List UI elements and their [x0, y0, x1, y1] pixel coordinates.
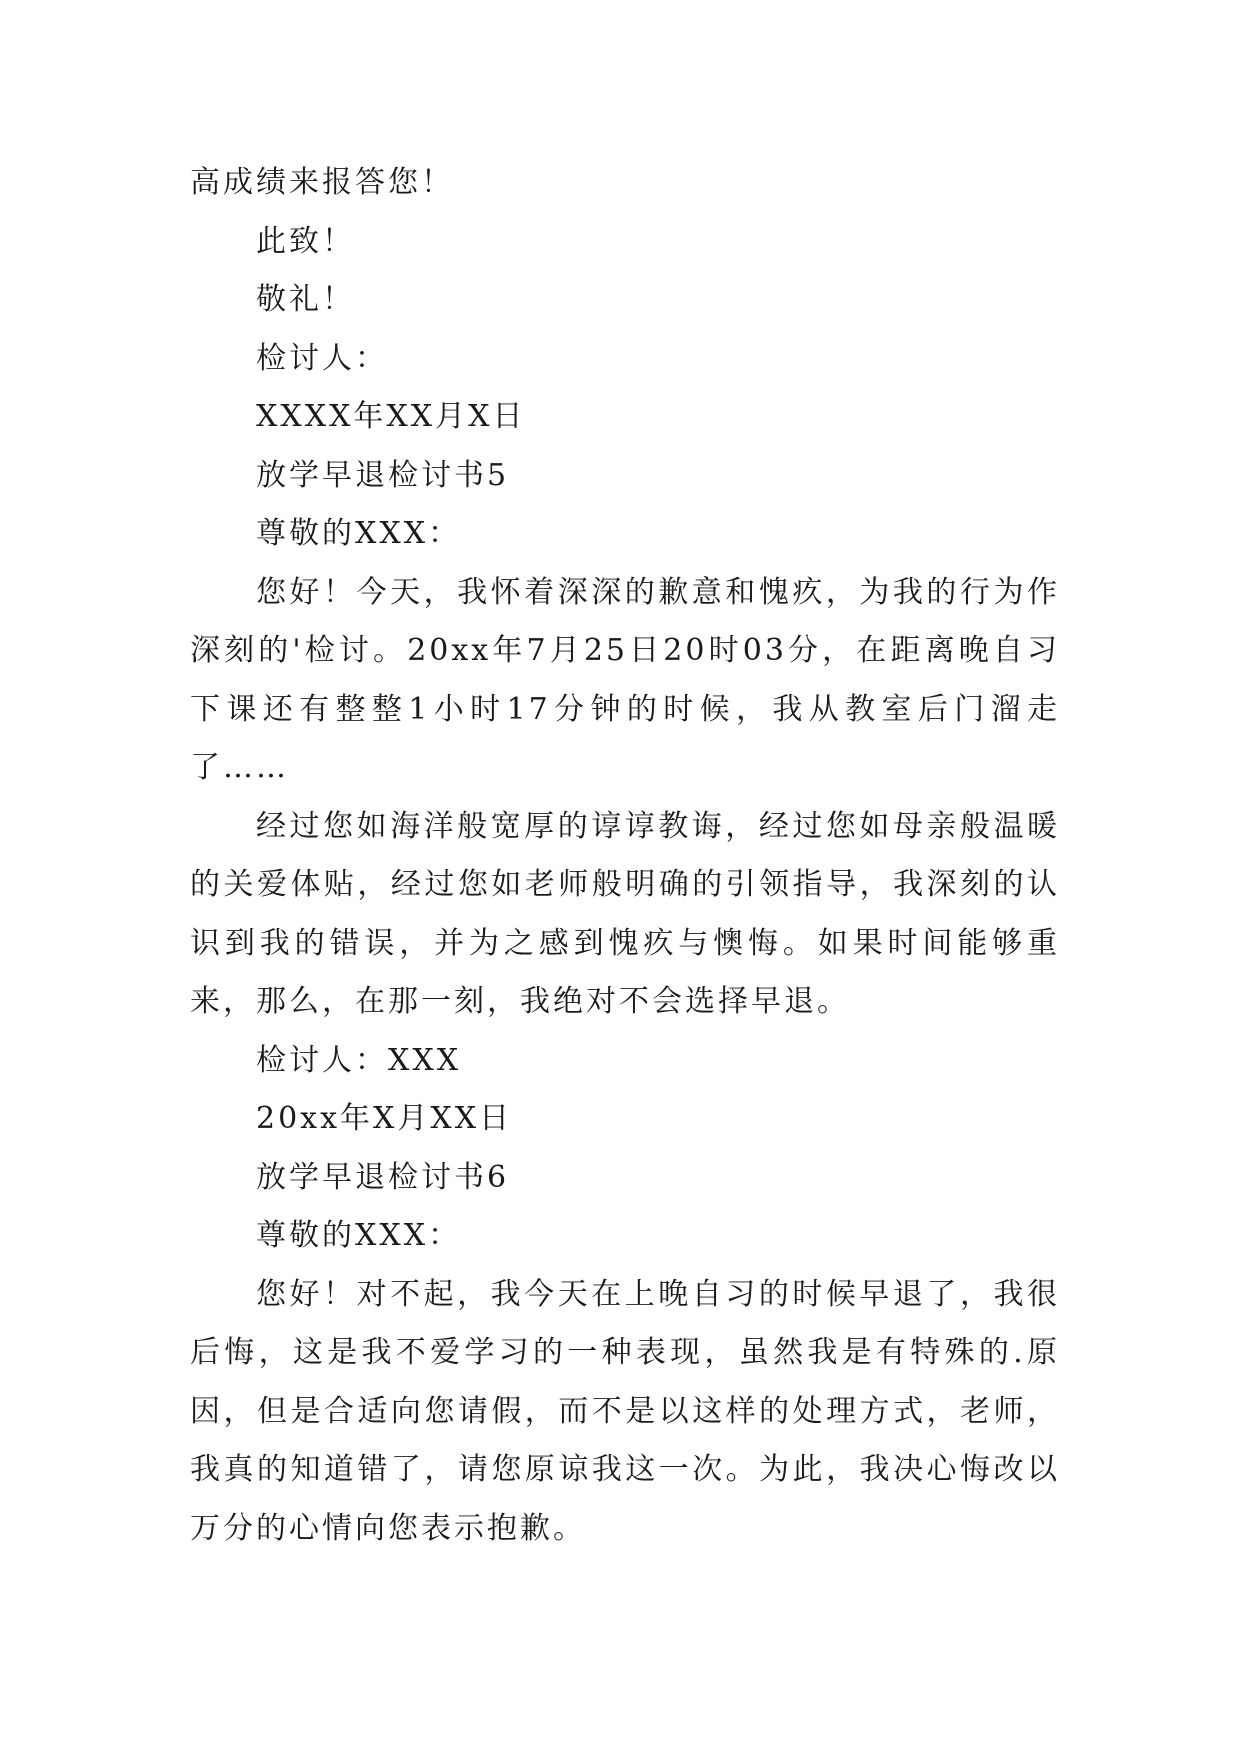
salute-line: 敬礼！ — [256, 282, 355, 317]
paragraph-5-1: 您好！今天，我怀着深深的歉意和愧疚，为我的行为作深刻的'检讨。20xx年7月25日20时03分，在距离晚自习下课还有整整1小时17分钟的时候，我从教室后门溜走了…… — [190, 574, 1060, 785]
continuation-line: 高成绩来报答您！ — [190, 165, 454, 200]
section-heading-5: 放学早退检讨书5 — [256, 457, 510, 493]
salutation-6: 尊敬的XXX： — [256, 1218, 462, 1253]
document-page — [190, 154, 1060, 1558]
section-heading-6: 放学早退检讨书6 — [256, 1159, 510, 1195]
closing-line: 此致！ — [256, 223, 355, 259]
signer-5: 检讨人：XXX — [256, 1042, 462, 1078]
salutation-5: 尊敬的XXX： — [256, 516, 462, 551]
date-5: 20xx年X月XX日 — [256, 1101, 513, 1136]
signer-label: 检讨人： — [256, 340, 388, 376]
paragraph-5-2: 经过您如海洋般宽厚的谆谆教诲，经过您如母亲般温暖的关爱体贴，经过您如老师般明确的引领指导，我深刻的认识到我的错误，并为之感到愧疚与懊悔。如果时间能够重来，那么，在那一刻，我绝对不会选择早退。 — [190, 808, 1060, 1019]
date-line: XXXX年XX月X日 — [256, 399, 526, 434]
paragraph-6-1: 您好！对不起，我今天在上晚自习的时候早退了，我很后悔，这是我不爱学习的一种表现，虽然我是有特殊的.原因，但是合适向您请假，而不是以这样的处理方式，老师，我真的知道错了，请您原谅我这一次。为此，我决心悔改以万分的心情向您表示抱歉。 — [190, 1276, 1060, 1546]
